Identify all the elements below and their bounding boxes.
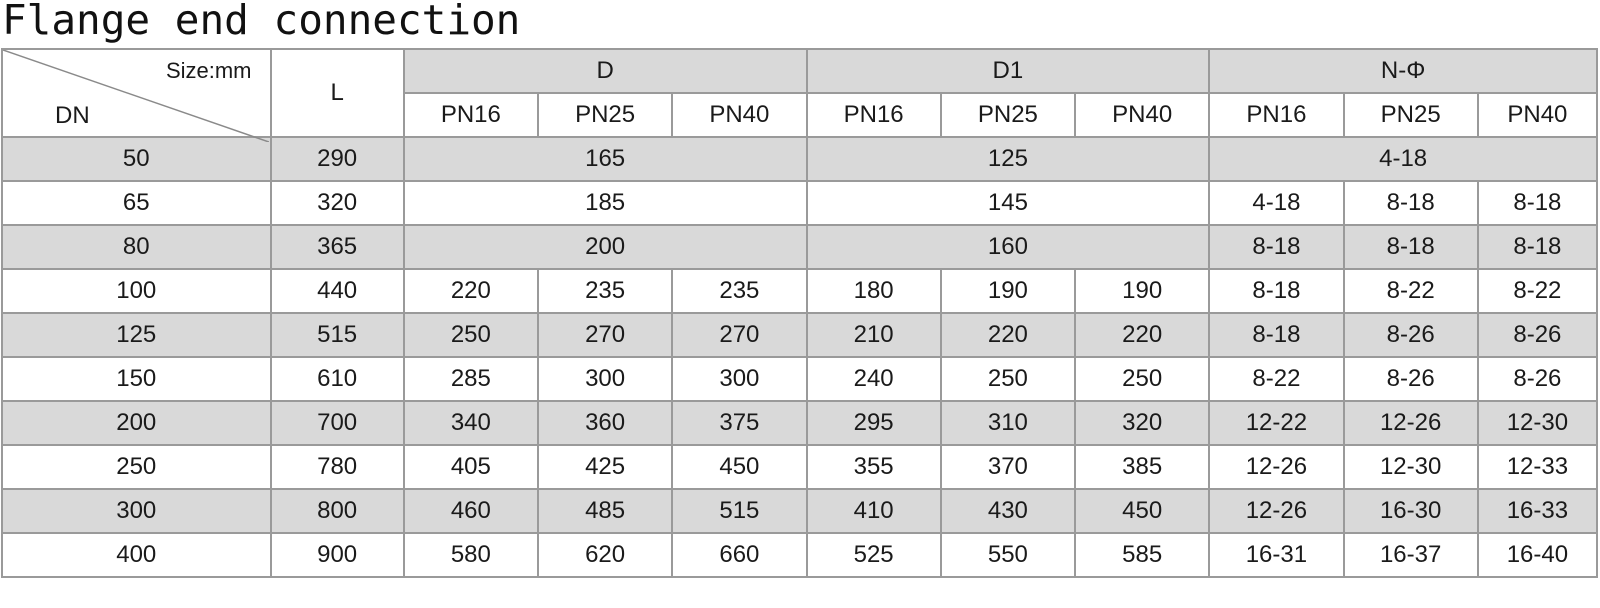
d1-cell: 450 [1075, 489, 1209, 533]
d1-cell: 220 [941, 313, 1075, 357]
d-cell: 450 [672, 445, 806, 489]
d1-cell: 295 [807, 401, 941, 445]
n-phi-cell: 12-26 [1209, 445, 1343, 489]
l-cell: 515 [271, 313, 404, 357]
sub-header: PN40 [1075, 93, 1209, 137]
n-phi-cell: 8-26 [1344, 357, 1478, 401]
d-cell: 300 [538, 357, 672, 401]
l-column-header: L [271, 49, 404, 137]
d-cell: 285 [404, 357, 538, 401]
d1-cell: 220 [1075, 313, 1209, 357]
d-group-header: D [404, 49, 807, 93]
d1-cell: 240 [807, 357, 941, 401]
d-cell: 360 [538, 401, 672, 445]
n-phi-cell: 8-18 [1344, 181, 1478, 225]
n-phi-cell: 12-22 [1209, 401, 1343, 445]
dn-cell: 300 [2, 489, 271, 533]
l-cell: 365 [271, 225, 404, 269]
l-cell: 700 [271, 401, 404, 445]
n-phi-cell: 8-18 [1209, 313, 1343, 357]
n-phi-cell: 8-22 [1209, 357, 1343, 401]
d1-cell: 385 [1075, 445, 1209, 489]
table-row [2, 181, 1597, 225]
n-phi-group-header: N-Φ [1209, 49, 1597, 93]
table-row [2, 357, 1597, 401]
n-phi-cell: 12-26 [1344, 401, 1478, 445]
n-phi-cell: 8-18 [1344, 225, 1478, 269]
sub-header: PN16 [807, 93, 941, 137]
d-cell: 620 [538, 533, 672, 577]
n-phi-cell: 8-26 [1344, 313, 1478, 357]
n-phi-cell: 4-18 [1209, 137, 1597, 181]
dn-cell: 50 [2, 137, 271, 181]
n-phi-cell: 4-18 [1209, 181, 1343, 225]
table-row [2, 313, 1597, 357]
corner-header-cell [2, 49, 271, 137]
n-phi-cell: 16-30 [1344, 489, 1478, 533]
d-cell: 270 [672, 313, 806, 357]
n-phi-cell: 16-33 [1478, 489, 1597, 533]
flange-spec-table [1, 48, 1598, 578]
d1-group-header: D1 [807, 49, 1210, 93]
d-cell: 660 [672, 533, 806, 577]
n-phi-cell: 12-26 [1209, 489, 1343, 533]
d1-cell: 190 [941, 269, 1075, 313]
table-row [2, 269, 1597, 313]
sub-header: PN25 [941, 93, 1075, 137]
l-cell: 610 [271, 357, 404, 401]
d-cell: 580 [404, 533, 538, 577]
d1-cell: 210 [807, 313, 941, 357]
dn-cell: 80 [2, 225, 271, 269]
table-row [2, 225, 1597, 269]
n-phi-cell: 8-18 [1209, 269, 1343, 313]
sub-header: PN25 [538, 93, 672, 137]
dn-cell: 200 [2, 401, 271, 445]
d-cell: 515 [672, 489, 806, 533]
dn-cell: 65 [2, 181, 271, 225]
n-phi-cell: 16-40 [1478, 533, 1597, 577]
d1-cell: 550 [941, 533, 1075, 577]
n-phi-cell: 8-26 [1478, 313, 1597, 357]
dn-cell: 100 [2, 269, 271, 313]
d-cell: 340 [404, 401, 538, 445]
d1-cell: 370 [941, 445, 1075, 489]
d1-cell: 355 [807, 445, 941, 489]
sub-header: PN16 [1209, 93, 1343, 137]
n-phi-cell: 8-22 [1478, 269, 1597, 313]
d1-cell: 250 [1075, 357, 1209, 401]
d-cell: 485 [538, 489, 672, 533]
n-phi-cell: 12-30 [1344, 445, 1478, 489]
d1-cell: 585 [1075, 533, 1209, 577]
d1-cell: 410 [807, 489, 941, 533]
table-row [2, 401, 1597, 445]
d-cell: 200 [404, 225, 807, 269]
dn-column-label: DN [55, 102, 90, 129]
n-phi-cell: 8-22 [1344, 269, 1478, 313]
l-cell: 800 [271, 489, 404, 533]
dn-cell: 250 [2, 445, 271, 489]
d-cell: 250 [404, 313, 538, 357]
dn-cell: 125 [2, 313, 271, 357]
table-row [2, 445, 1597, 489]
d-cell: 270 [538, 313, 672, 357]
table-row [2, 489, 1597, 533]
sub-header: PN16 [404, 93, 538, 137]
d-cell: 185 [404, 181, 807, 225]
d-cell: 235 [538, 269, 672, 313]
d-cell: 375 [672, 401, 806, 445]
size-unit-label: Size:mm [165, 58, 252, 83]
l-cell: 900 [271, 533, 404, 577]
n-phi-cell: 8-18 [1478, 181, 1597, 225]
d1-cell: 190 [1075, 269, 1209, 313]
n-phi-cell: 16-37 [1344, 533, 1478, 577]
n-phi-cell: 8-18 [1478, 225, 1597, 269]
n-phi-cell: 16-31 [1209, 533, 1343, 577]
d-cell: 165 [404, 137, 807, 181]
l-cell: 290 [271, 137, 404, 181]
d1-cell: 320 [1075, 401, 1209, 445]
d-cell: 220 [404, 269, 538, 313]
d-cell: 300 [672, 357, 806, 401]
n-phi-cell: 8-18 [1209, 225, 1343, 269]
d1-cell: 160 [807, 225, 1210, 269]
d1-cell: 310 [941, 401, 1075, 445]
d1-cell: 145 [807, 181, 1210, 225]
dn-cell: 400 [2, 533, 271, 577]
l-cell: 320 [271, 181, 404, 225]
l-cell: 780 [271, 445, 404, 489]
sub-header: PN40 [1478, 93, 1597, 137]
d-cell: 460 [404, 489, 538, 533]
n-phi-cell: 12-33 [1478, 445, 1597, 489]
d-cell: 405 [404, 445, 538, 489]
d-cell: 235 [672, 269, 806, 313]
d-cell: 425 [538, 445, 672, 489]
d1-cell: 180 [807, 269, 941, 313]
n-phi-cell: 8-26 [1478, 357, 1597, 401]
d1-cell: 525 [807, 533, 941, 577]
dn-cell: 150 [2, 357, 271, 401]
l-cell: 440 [271, 269, 404, 313]
table-row [2, 533, 1597, 577]
n-phi-cell: 12-30 [1478, 401, 1597, 445]
d1-cell: 250 [941, 357, 1075, 401]
d1-cell: 430 [941, 489, 1075, 533]
sub-header: PN40 [672, 93, 806, 137]
sub-header: PN25 [1344, 93, 1478, 137]
table-row [2, 137, 1597, 181]
page-title: Flange end connection [2, 0, 521, 44]
d1-cell: 125 [807, 137, 1210, 181]
